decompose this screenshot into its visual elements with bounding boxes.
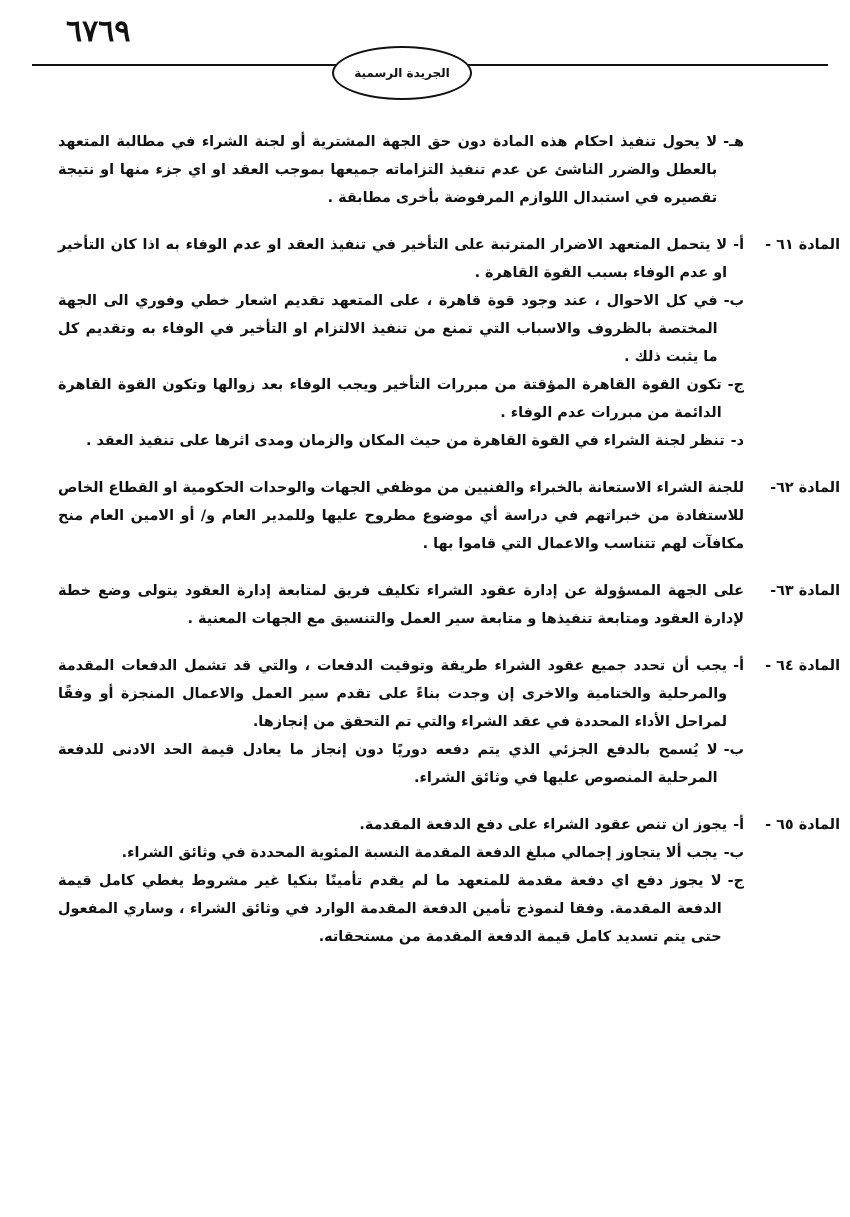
article-63 [58,577,840,633]
clause-text: في كل الاحوال ، عند وجود قوة قاهرة ، على المتعهد تقديم اشعار خطي وفوري الى الجهة المختصة بالظروف والاسباب التي تمنع من تنفيذ الالتزام او التأخير في الوفاء به وتقديم كل ما يثبت ذلك . [58,293,718,365]
clause-label: أ- [733,658,744,674]
gazette-title: الجريدة الرسمية [354,66,450,80]
clause-text: يجب أن تحدد جميع عقود الشراء طريقة وتوقيت الدفعات ، والتي قد تشمل الدفعات المقدمة والمرحلية والختامية والاخرى إن وجدت بناءً على تقدم سير العمل والاعمال المنجزة أو وفقًا لمراحل الأداء المحددة في عقد الشراء والتي تم التحقق من إنجازها. [58,658,728,730]
article-label: المادة ٦٥ - [765,817,840,833]
clause-text: يجب ألا يتجاوز إجمالي مبلغ الدفعة المقدمة النسبة المئوية المحددة في وثائق الشراء. [121,845,718,861]
clause-h-block [58,128,772,212]
article-label: المادة ٦١ - [765,237,840,253]
article-61-clause-c [58,371,744,427]
clause-label: ب- [723,845,744,861]
clause-label: أ- [733,237,744,253]
article-64-clause-a [58,652,744,736]
article-61-clause-b [58,287,744,371]
clause-label: ب- [723,293,744,309]
article-65 [58,811,840,951]
article-text: على الجهة المسؤولة عن إدارة عقود الشراء تكليف فريق لمتابعة إدارة العقود يتولى وضع خطة لإدارة العقود ومتابعة تنفيذها و متابعة سير العمل والتنسيق مع الجهات المعنية . [58,583,744,627]
clause-label: د- [730,433,744,449]
article-label: المادة ٦٢- [770,480,840,496]
document-body [58,128,840,970]
clause-text: لا يحول تنفيذ احكام هذه المادة دون حق الجهة المشترية أو لجنة الشراء في مطالبة المتعهد بالعطل والضرر الناشئ عن عدم تنفيذ التزاماته جميعها بموجب العقد او اي جزء منها او نتيجة تقصيره في استبدال اللوازم المرفوضة بأخرى مطابقة . [58,134,718,206]
article-text: للجنة الشراء الاستعانة بالخبراء والفنيين من موظفي الجهات والوحدات الحكومية او القطاع الخاص للاستفادة من خبراتهم في دراسة أي موضوع مطروح عليها وللمدير العام و/ أو الامين العام منح مكافآت لهم تتناسب والاعمال التي قاموا بها . [58,480,744,552]
article-65-clause-a [58,811,744,839]
clause-label: أ- [733,817,744,833]
clause-text: لا يجوز دفع اي دفعة مقدمة للمتعهد ما لم يقدم تأمينًا بنكيا غير مشروط يغطي كامل قيمة الدفعة المقدمة. وفقا لنموذج تأمين الدفعة المقدمة الوارد في وثائق الشراء ، وساري المفعول حتى يتم تسديد كامل قيمة الدفعة المقدمة من مستحقاته. [58,873,722,945]
article-65-clause-c [58,867,744,951]
clause-text: لا يتحمل المتعهد الاضرار المترتبة على التأخير في تنفيذ العقد او عدم الوفاء به اذا كان التأخير او عدم الوفاء بسبب القوة القاهرة . [58,237,728,281]
page-number: ٦٧٦٩ [66,14,131,49]
clause-label: ج- [727,377,744,393]
article-64 [58,652,840,792]
article-64-clause-b [58,736,744,792]
clause-label: ج- [727,873,744,889]
clause-h [58,128,744,212]
clause-label: ب- [723,742,744,758]
clause-text: تنظر لجنة الشراء في القوة القاهرة من حيث المكان والزمان ومدى اثرها على تنفيذ العقد . [86,433,725,449]
article-65-clause-b [58,839,744,867]
article-61-clause-a [58,231,744,287]
article-61 [58,231,840,455]
article-label: المادة ٦٣- [770,583,840,599]
article-label: المادة ٦٤ - [765,658,840,674]
article-61-clause-d [58,427,744,455]
clause-text: لا يُسمح بالدفع الجزئي الذي يتم دفعه دوريًا دون إنجاز ما يعادل قيمة الحد الادنى للدفعة المرحلية المنصوص عليها في وثائق الشراء. [58,742,718,786]
clause-text: يجوز ان تنص عقود الشراء على دفع الدفعة المقدمة. [359,817,728,833]
article-62 [58,474,840,558]
clause-text: تكون القوة القاهرة المؤقتة من مبررات التأخير ويجب الوفاء بعد زوالها وتكون القوة القاهرة الدائمة من مبررات عدم الوفاء . [58,377,722,421]
gazette-title-oval [332,46,472,100]
clause-label: هـ- [723,134,744,150]
